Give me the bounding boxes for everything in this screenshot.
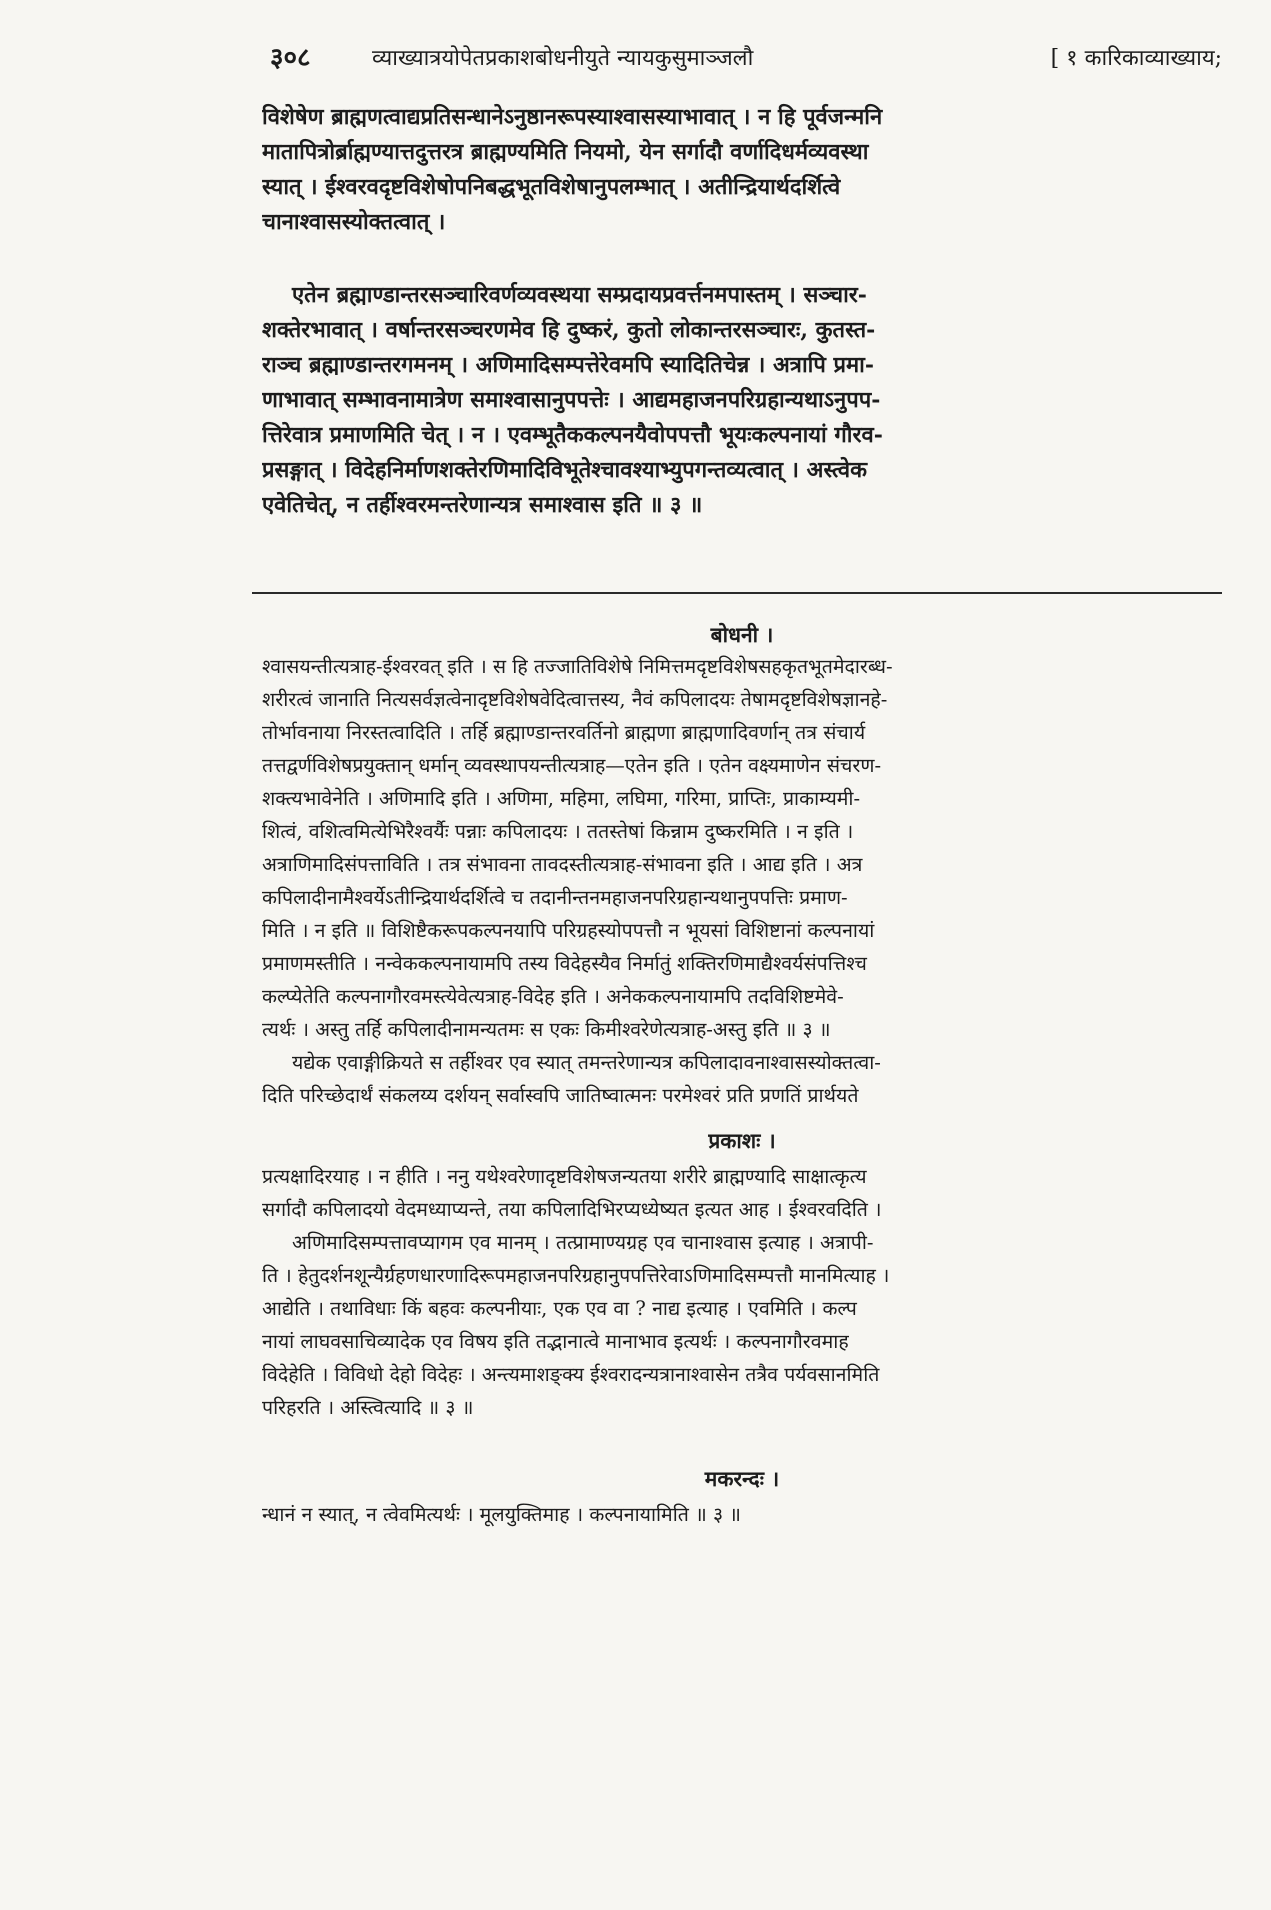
text-line: तोर्भावनाया निरस्तत्वादिति । तर्हि ब्रह्माण्डान्तरवर्तिनो ब्राह्मणा ब्राह्मणादिवर्णान् तत्र संचार्य: [262, 721, 866, 744]
text-line: स्यात् । ईश्वरवदृष्टविशेषोपनिबद्धभूतविशेषानुपलम्भात् । अतीन्द्रियार्थदर्शित्वे: [262, 174, 841, 200]
running-header: [262, 32, 1222, 80]
text-line: णाभावात् सम्भावनामात्रेण समाश्वासानुपपत्तेः । आद्यमहाजनपरिग्रहान्यथाऽनुपप-: [262, 387, 881, 413]
text-line: शित्वं, वशित्वमित्येभिरैश्वर्यैः पन्नाः कपिलादयः । ततस्तेषां किन्नाम दुष्करमिति । न इति ।: [262, 820, 854, 843]
text-line: प्रमाणमस्तीति । नन्वेककल्पनायामपि तस्य विदेहस्यैव निर्मातुं शक्तिरणिमाद्यैश्वर्यसंपत्तिश्च: [262, 952, 867, 975]
text-line: श्वासयन्तीत्यत्राह-ईश्वरवत् इति । स हि तज्जातिविशेषे निमित्तमदृष्टविशेषसहकृतभूतमेदारब्ध-: [262, 655, 893, 678]
running-title: व्याख्यात्रयोपेतप्रकाशबोधनीयुते न्यायकुसुमाञ्जलौ: [372, 46, 754, 71]
bodhani-commentary: [262, 650, 1222, 1112]
main-text-para-2: [262, 278, 1222, 523]
text-line: विदेहेति । विविधो देहो विदेहः । अन्त्यमाशङ्क्य ईश्वरादन्यत्रानाश्वासेन तत्रैव पर्यवसानमिति: [262, 1363, 880, 1386]
text-line: त्तिरेवात्र प्रमाणमिति चेत् । न । एवम्भूतैककल्पनयैवोपपत्तौ भूयःकल्पनायां गौरव-: [262, 422, 883, 448]
text-line: अत्राणिमादिसंपत्ताविति । तत्र संभावना तावदस्तीत्यत्राह-संभावना इति । आद्य इति । अत्र: [262, 853, 863, 876]
text-line: शक्त्यभावेनेति । अणिमादि इति । अणिमा, महिमा, लघिमा, गरिमा, प्राप्तिः, प्राकाम्यमी-: [262, 787, 861, 810]
prakasha-heading: प्रकाशः ।: [708, 1128, 776, 1153]
text-line: कल्प्येतेति कल्पनागौरवमस्त्येवेत्यत्राह-विदेह इति । अनेककल्पनायामपि तदविशिष्टमेवे-: [262, 985, 844, 1008]
text-line: प्रत्यक्षादिरयाह । न हीति । ननु यथेश्वरेणादृष्टविशेषजन्यतया शरीरे ब्राह्मण्यादि साक्षात्कृत्य: [262, 1165, 867, 1188]
text-line: मातापित्रोर्ब्राह्मण्यात्तदुत्तरत्र ब्राह्मण्यमिति नियमो, येन सर्गादौ वर्णादिधर्मव्यवस्था: [262, 139, 869, 165]
text-line: नायां लाघवसाचिव्यादेक एव विषय इति तद्भानात्वे मानाभाव इत्यर्थः । कल्पनागौरवमाह: [262, 1330, 849, 1353]
text-line: प्रसङ्गात् । विदेहनिर्माणशक्तेरणिमादिविभूतेश्चावश्याभ्युपगन्तव्यत्वात् । अस्त्वेक: [262, 457, 867, 483]
page-number: ३०८: [270, 43, 311, 73]
text-line: विशेषेण ब्राह्मणत्वाद्यप्रतिसन्धानेऽनुष्ठानरूपस्याश्वासस्याभावात् । न हि पूर्वजन्मनि: [262, 104, 883, 130]
text-line: यद्येक एवाङ्गीक्रियते स तर्हीश्वर एव स्यात् तमन्तरेणान्यत्र कपिलादावनाश्वासस्योक्तत्वा-: [292, 1051, 881, 1074]
makaranda-commentary: [262, 1498, 1222, 1531]
makaranda-heading: मकरन्दः ।: [704, 1466, 780, 1491]
text-line: सर्गादौ कपिलादयो वेदमध्याप्यन्ते, तया कपिलादिभिरप्यध्येष्यत इत्यत आह । ईश्वरवदिति ।: [262, 1198, 882, 1221]
text-line: एतेन ब्रह्माण्डान्तरसञ्चारिवर्णव्यवस्थया सम्प्रदायप्रवर्त्तनमपास्तम् । सञ्चार-: [292, 282, 867, 308]
prakasha-commentary: [262, 1160, 1222, 1424]
text-line: मिति । न इति ॥ विशिष्टैकरूपकल्पनयापि परिग्रहस्योपपत्तौ न भूयसां विशिष्टानां कल्पनायां: [262, 919, 875, 942]
text-line: राञ्च ब्रह्माण्डान्तरगमनम् । अणिमादिसम्पत्तेरेवमपि स्यादितिचेन्न । अत्रापि प्रमा-: [262, 352, 874, 378]
text-line: शक्तेरभावात् । वर्षान्तरसञ्चरणमेव हि दुष्करं, कुतो लोकान्तरसञ्चारः, कुतस्त-: [262, 317, 876, 343]
text-line: त्यर्थः । अस्तु तर्हि कपिलादीनामन्यतमः स एकः किमीश्वरेणेत्यत्राह-अस्तु इति ॥ ३ ॥: [262, 1018, 831, 1041]
text-line: कपिलादीनामैश्वर्येऽतीन्द्रियार्थदर्शित्वे च तदानीन्तनमहाजनपरिग्रहान्यथानुपपत्तिः प्रमाण-: [262, 886, 848, 909]
bodhani-heading: बोधनी ।: [710, 622, 774, 647]
text-line: दिति परिच्छेदार्थं संकलय्य दर्शयन् सर्वास्वपि जातिष्वात्मनः परमेश्वरं प्रति प्रणतिं प्रार्थयते: [262, 1084, 859, 1107]
text-line: शरीरत्वं जानाति नित्यसर्वज्ञत्वेनादृष्टविशेषवेदित्वात्तस्य, नैवं कपिलादयः तेषामदृष्टविशेषज्ञानहे-: [262, 688, 888, 711]
text-line: अणिमादिसम्पत्तावप्यागम एव मानम् । तत्प्रामाण्यग्रह एव चानाश्वास इत्याह । अत्रापी-: [292, 1231, 874, 1254]
text-line: तत्तद्वर्णविशेषप्रयुक्तान् धर्मान् व्यवस्थापयन्तीत्यत्राह—एतेन इति । एतेन वक्ष्यमाणेन संचरण-: [262, 754, 882, 777]
divider: [252, 592, 1222, 594]
main-text-para-1: [262, 100, 1222, 240]
text-line: आद्येति । तथाविधाः किं बहवः कल्पनीयाः, एक एव वा ? नाद्य इत्याह । एवमिति । कल्प: [262, 1297, 857, 1320]
text-line: न्धानं न स्यात्, न त्वेवमित्यर्थः । मूलयुक्तिमाह । कल्पनायामिति ॥ ३ ॥: [262, 1503, 741, 1526]
running-section: [ १ कारिकाव्याख्याय;: [1050, 46, 1222, 71]
text-line: चानाश्वासस्योक्तत्वात् ।: [262, 209, 446, 235]
text-line: एवेतिचेत्, न तर्हीश्वरमन्तरेणान्यत्र समाश्वास इति ॥ ३ ॥: [262, 492, 703, 518]
text-line: परिहरति । अस्त्वित्यादि ॥ ३ ॥: [262, 1396, 474, 1419]
text-line: ति । हेतुदर्शनशून्यैर्ग्रहणधारणादिरूपमहाजनपरिग्रहानुपपत्तिरेवाऽणिमादिसम्पत्तौ मानमित्याह ।: [262, 1264, 890, 1287]
